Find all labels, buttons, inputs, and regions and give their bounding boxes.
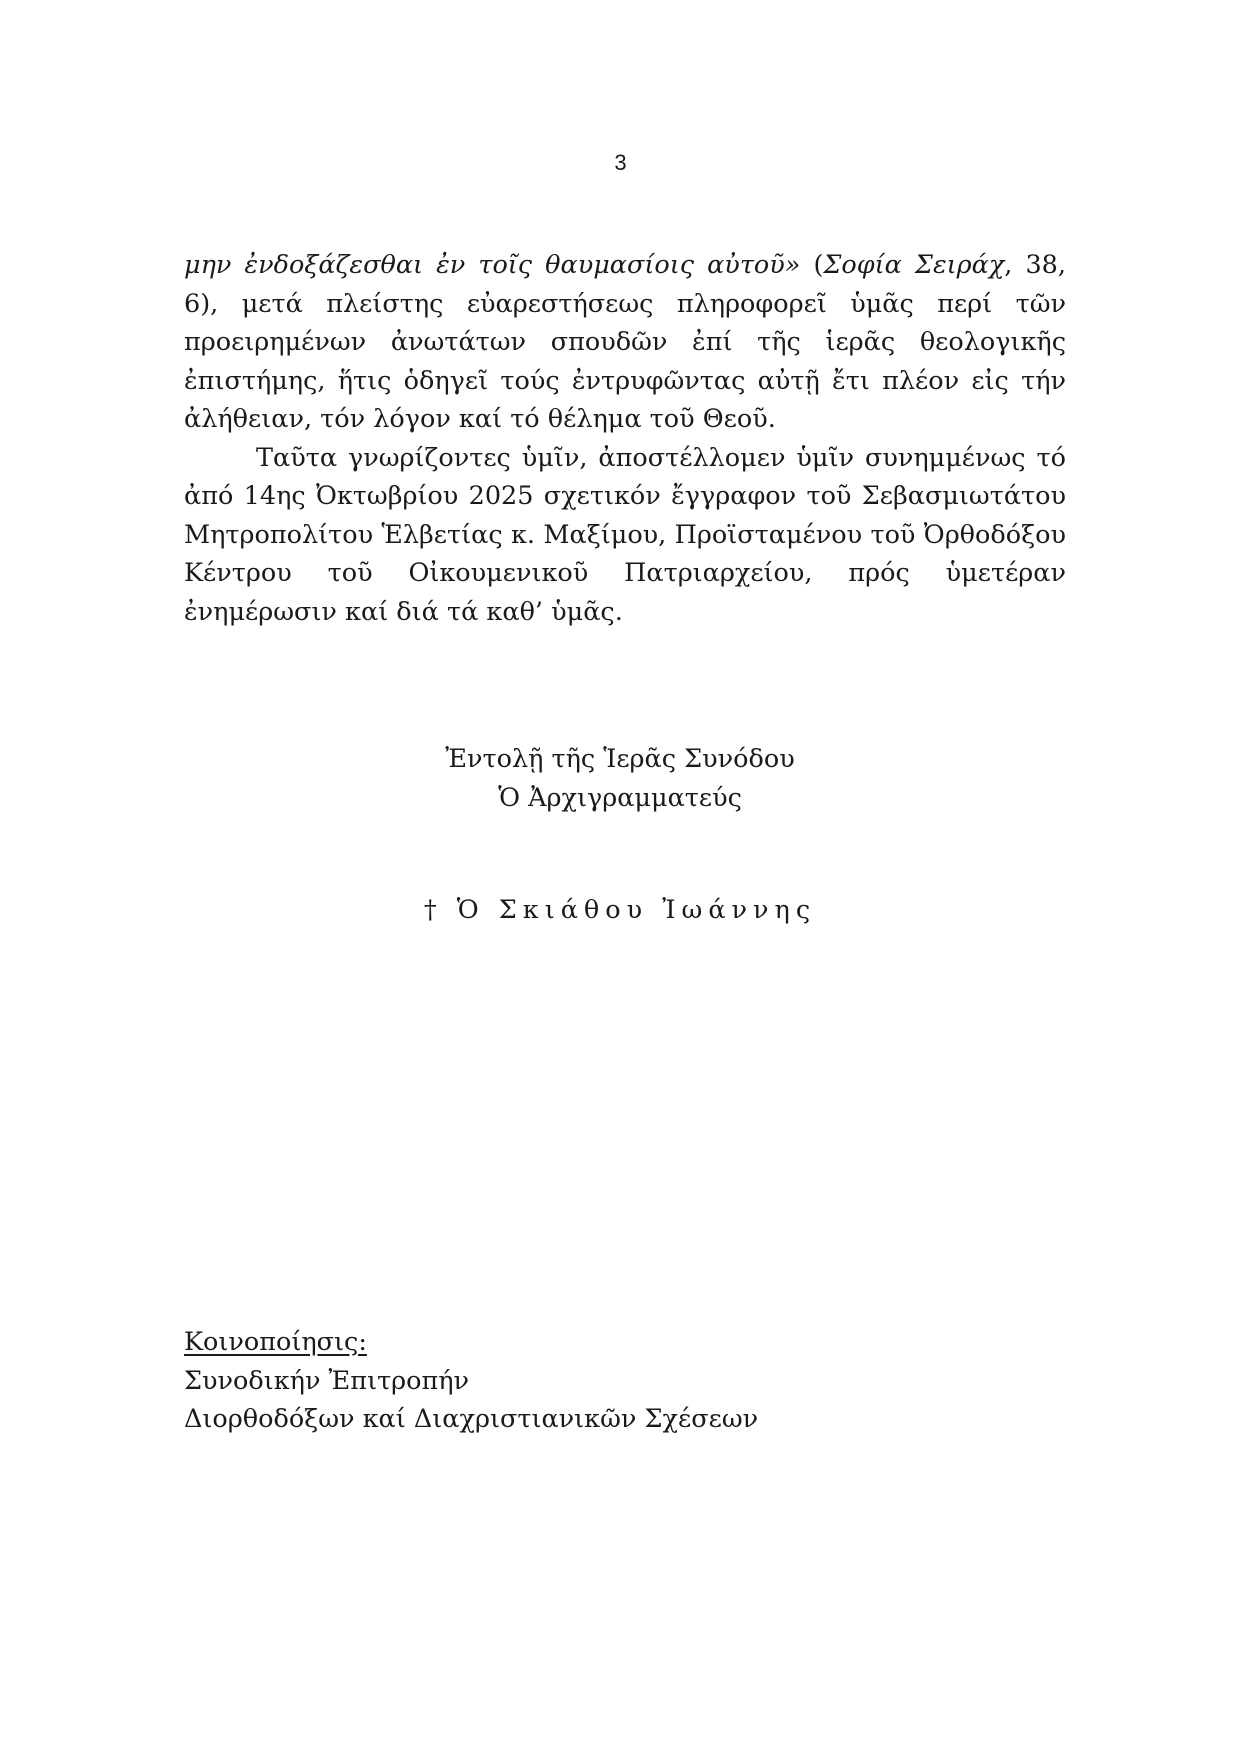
source-open: ( xyxy=(800,250,824,280)
page-number: 3 xyxy=(614,150,627,175)
distribution-heading: Κοινοποίησις: xyxy=(184,1327,367,1357)
distribution-line-2: Διορθοδόξων καί Διαχριστιανικῶν Σχέσεων xyxy=(184,1404,759,1434)
signer-name: † Ὁ Σκιάθου Ἰωάννης xyxy=(423,895,817,925)
paragraph-1-text: , 38, 6), μετά πλείστης εὐαρεστήσεως πληροφορεῖ ὑμᾶς περί τῶν προειρημένων ἀνωτάτων σπουδῶν ἐπί τῆς ἱερᾶς θεολογικῆς ἐπιστήμης, ἥτις ὁδηγεῖ τούς ἐντρυφῶντας αὐτῇ ἔτι πλέον εἰς τήν ἀλήθειαν, τόν λόγον καί τό θέλημα τοῦ Θεοῦ. xyxy=(184,250,1067,434)
paragraph-2: Ταῦτα γνωρίζοντες ὑμῖν, ἀποστέλλομεν ὑμῖν συνημμένως τό ἀπό 14ης Ὀκτωβρίου 2025 σχετικόν ἔγγραφον τοῦ Σεβασμιωτάτου Μητροπολίτου Ἑλβετίας κ. Μαξίμου, Προϊσταμένου τοῦ Ὀρθοδόξου Κέντρου τοῦ Οἰκουμενικοῦ Πατριαρχείου, πρός ὑμετέραν ἐνημέρωσιν καί διά τά καθ’ ὑμᾶς. xyxy=(184,442,1066,627)
scripture-quote: μην ἐνδοξάζεσθαι ἐν τοῖς θαυμασίοις αὐτοῦ» xyxy=(184,250,801,280)
signature-line-2: Ὁ Ἀρχιγραμματεύς xyxy=(498,782,742,813)
source-title: Σοφία Σειράχ xyxy=(823,250,1005,280)
signature-block xyxy=(420,740,820,817)
distribution-block xyxy=(184,1323,758,1439)
paragraph-1 xyxy=(184,246,1066,439)
letter-body xyxy=(184,246,1066,631)
distribution-line-1: Συνοδικήν Ἐπιτροπήν xyxy=(184,1365,470,1396)
signature-line-1: Ἐντολῇ τῆς Ἱερᾶς Συνόδου xyxy=(445,744,795,774)
